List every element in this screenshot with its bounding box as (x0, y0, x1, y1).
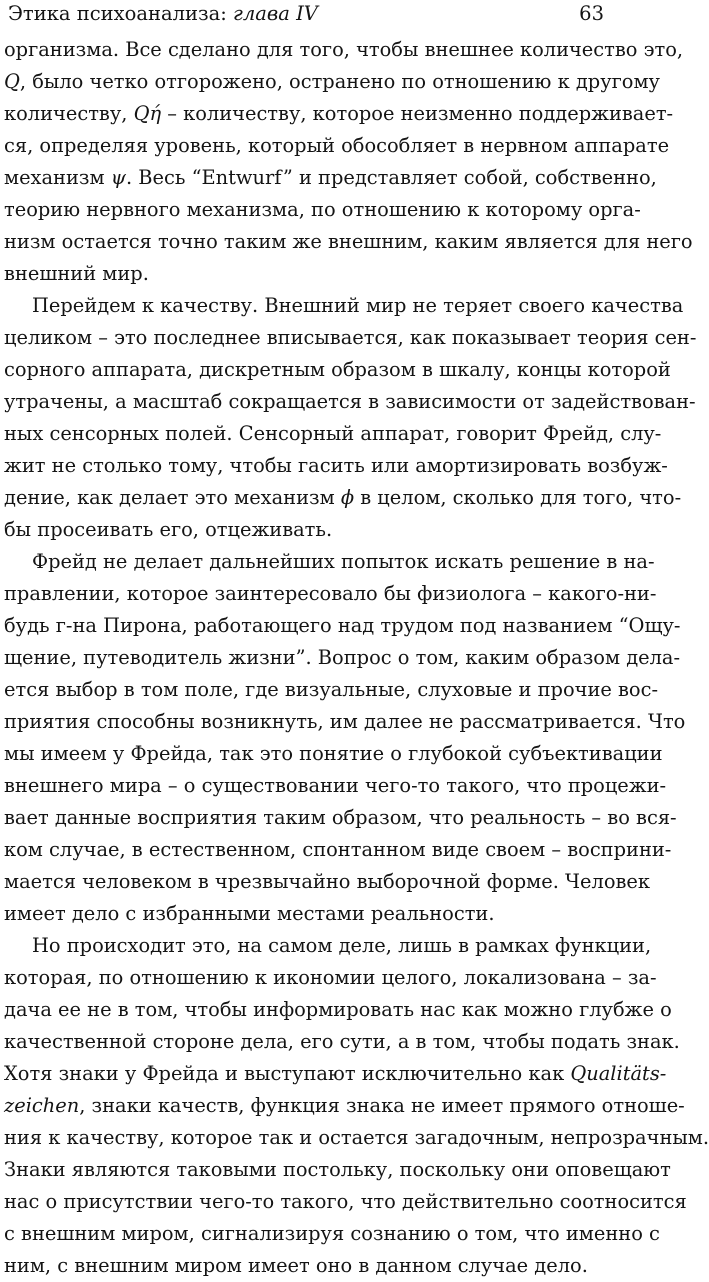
text-line: утрачены, а масштаб сокращается в зависимости от задействован- (4, 390, 696, 413)
text-line: внешний мир. (4, 262, 149, 285)
text-line: количеству, Qή – количеству, которое неизменно поддерживает- (4, 102, 674, 125)
running-head (8, 1, 318, 27)
text-line: целиком – это последнее вписывается, как показывает теория сен- (4, 326, 697, 349)
text-line: дение, как делает это механизм ϕ в целом, сколько для того, что- (4, 486, 682, 509)
text-line: внешнего мира – о существовании чего-то такого, что процежи- (4, 774, 667, 797)
text-line: теорию нервного механизма, по отношению к которому орга- (4, 198, 641, 221)
paragraph (4, 34, 693, 290)
text-line: ся, определяя уровень, который обособляет в нервном аппарате (4, 134, 670, 157)
body-text (4, 34, 709, 1282)
text-line: механизм ψ. Весь “Entwurf” и представляет собой, собственно, (4, 166, 657, 189)
text-line: жит не столько тому, чтобы гасить или амортизировать возбуж- (4, 454, 668, 477)
page-number: 63 (579, 2, 604, 25)
text-line: организма. Все сделано для того, чтобы внешнее количество это, (4, 38, 684, 61)
text-line: ком случае, в естественном, спонтанном виде своем – восприни- (4, 838, 672, 861)
text-line: сорного аппарата, дискретным образом в шкалу, концы которой (4, 358, 671, 381)
text-line: правлении, которое заинтересовало бы физиолога – какого-ни- (4, 582, 657, 605)
text-line: вает данные восприятия таким образом, что реальность – во вся- (4, 806, 677, 829)
text-line: ним, с внешним миром имеет оно в данном случае дело. (4, 1254, 588, 1277)
text-line: мается человеком в чрезвычайно выборочной форме. Человек (4, 870, 651, 893)
text-line: Перейдем к качеству. Внешний мир не теряет своего качества (32, 294, 684, 317)
paragraph (4, 546, 686, 930)
running-head-chapter: глава IV (233, 2, 318, 25)
text-line: нас о присутствии чего-то такого, что действительно соотносится (4, 1190, 687, 1213)
text-line: которая, по отношению к икономии целого, локализована – за- (4, 966, 657, 989)
text-line: Но происходит это, на самом деле, лишь в рамках функции, (32, 934, 652, 957)
text-line: будь г-на Пирона, работающего над трудом под названием “Ощу- (4, 614, 681, 637)
text-line: низм остается точно таким же внешним, каким является для него (4, 230, 693, 253)
text-line: Фрейд не делает дальнейших попыток искать решение в на- (32, 550, 655, 573)
text-line: щение, путеводитель жизни”. Вопрос о том, каким образом дела- (4, 646, 681, 669)
text-line: ния к качеству, которое так и остается загадочным, непрозрачным. (4, 1126, 709, 1149)
text-line: Хотя знаки у Фрейда и выступают исключительно как Qualitäts- (4, 1062, 667, 1085)
text-line: приятия способны возникнуть, им далее не рассматривается. Что (4, 710, 686, 733)
text-line: с внешним миром, сигнализируя сознанию о том, что именно с (4, 1222, 660, 1245)
text-line: дача ее не в том, чтобы информировать нас как можно глубже о (4, 998, 672, 1021)
text-line: ных сенсорных полей. Сенсорный аппарат, говорит Фрейд, слу- (4, 422, 662, 445)
text-line: имеет дело с избранными местами реальности. (4, 902, 495, 925)
paragraph (4, 930, 709, 1282)
text-line: zeichen, знаки качеств, функция знака не имеет прямого отноше- (4, 1094, 685, 1117)
text-line: качественной стороне дела, его сути, а в том, чтобы подать знак. (4, 1030, 680, 1053)
text-line: Q, было четко отгорожено, остранено по отношению к другому (4, 70, 660, 93)
text-line: бы просеивать его, отцеживать. (4, 518, 333, 541)
text-line: мы имеем у Фрейда, так это понятие о глубокой субъективации (4, 742, 663, 765)
running-head-prefix: Этика психоанализа: (8, 2, 234, 25)
text-line: ется выбор в том поле, где визуальные, слуховые и прочие вос- (4, 678, 659, 701)
text-line: Знаки являются таковыми постольку, поскольку они оповещают (4, 1158, 671, 1181)
paragraph (4, 290, 697, 546)
